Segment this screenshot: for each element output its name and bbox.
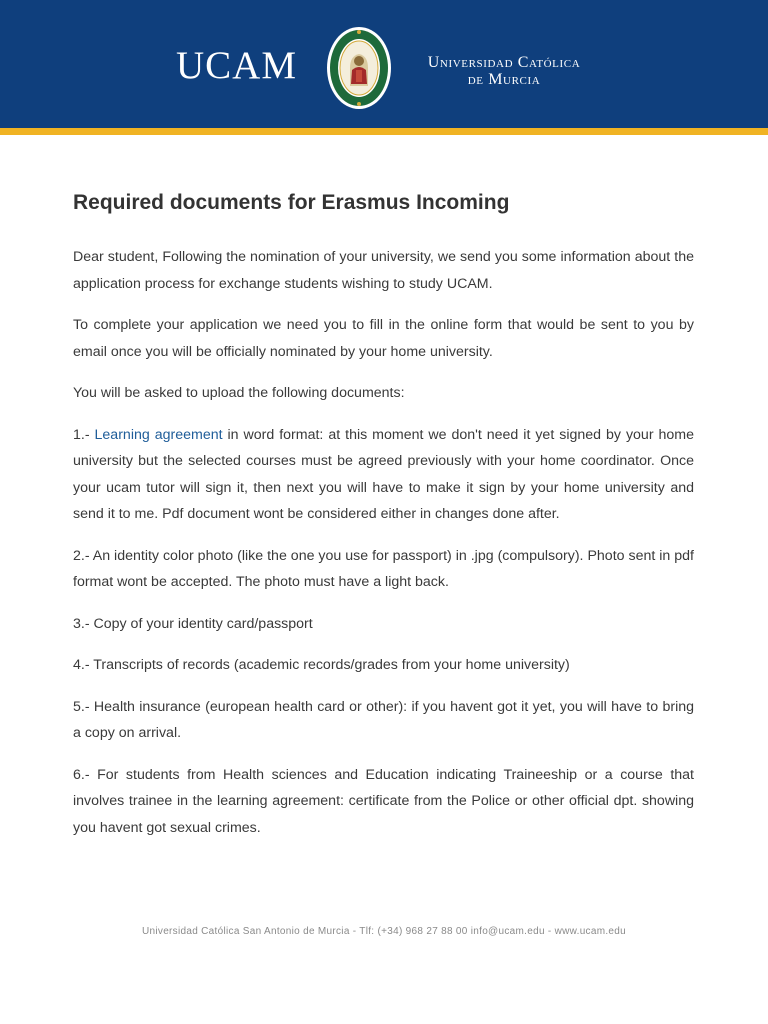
document-item-2: 2.- An identity color photo (like the one you use for passport) in .jpg (compulsory). Photo sent in pdf format wont be accepted. The photo must have a light back. (73, 547, 694, 590)
item1-prefix: 1.- (73, 426, 95, 443)
document-item-1 (73, 422, 694, 528)
document-item-3: 3.- Copy of your identity card/passport (73, 615, 313, 632)
item1-text: in word format: at this moment we don't need it yet signed by your home university but the selected courses must be agreed previously with your home coordinator. Once your ucam tutor will sign it, then next you will have to make it sign by your home university and send it to me. Pdf document wont be considered either in changes done after. (73, 426, 694, 522)
document-item-4: 4.- Transcripts of records (academic records/grades from your home university) (73, 657, 570, 673)
university-name-line1: Universidad Católica (427, 54, 581, 71)
header-accent-strip (0, 128, 768, 135)
ucam-wordmark: UCAM (176, 44, 298, 87)
university-name (404, 54, 604, 88)
document-title: Required documents for Erasmus Incoming (73, 191, 510, 214)
document-item-6: 6.- For students from Health sciences and Education indicating Traineeship or a course that involves trainee in the learning agreement: certificate from the Police or other official dpt. showing you havent got sexual crimes. (73, 766, 694, 836)
upload-intro-paragraph: You will be asked to upload the following documents: (73, 385, 405, 401)
university-name-line2: de Murcia (467, 71, 541, 88)
intro-paragraph: Dear student, Following the nomination of your university, we send you some information about the application process for exchange students wishing to study UCAM. (73, 249, 694, 292)
page-header (0, 0, 768, 128)
learning-agreement-link[interactable]: Learning agreement (94, 426, 223, 443)
page-footer: Universidad Católica San Antonio de Murcia - Tlf: (+34) 968 27 88 00 info@ucam.edu - www.ucam.edu (141, 926, 627, 937)
document-body (73, 186, 694, 856)
document-item-5: 5.- Health insurance (european health card or other): if you havent got it yet, you will have to bring a copy on arrival. (73, 698, 694, 741)
application-paragraph: To complete your application we need you to fill in the online form that would be sent to you by email once you will be officially nominated by your home university. (73, 317, 694, 360)
university-seal-icon (326, 26, 392, 110)
